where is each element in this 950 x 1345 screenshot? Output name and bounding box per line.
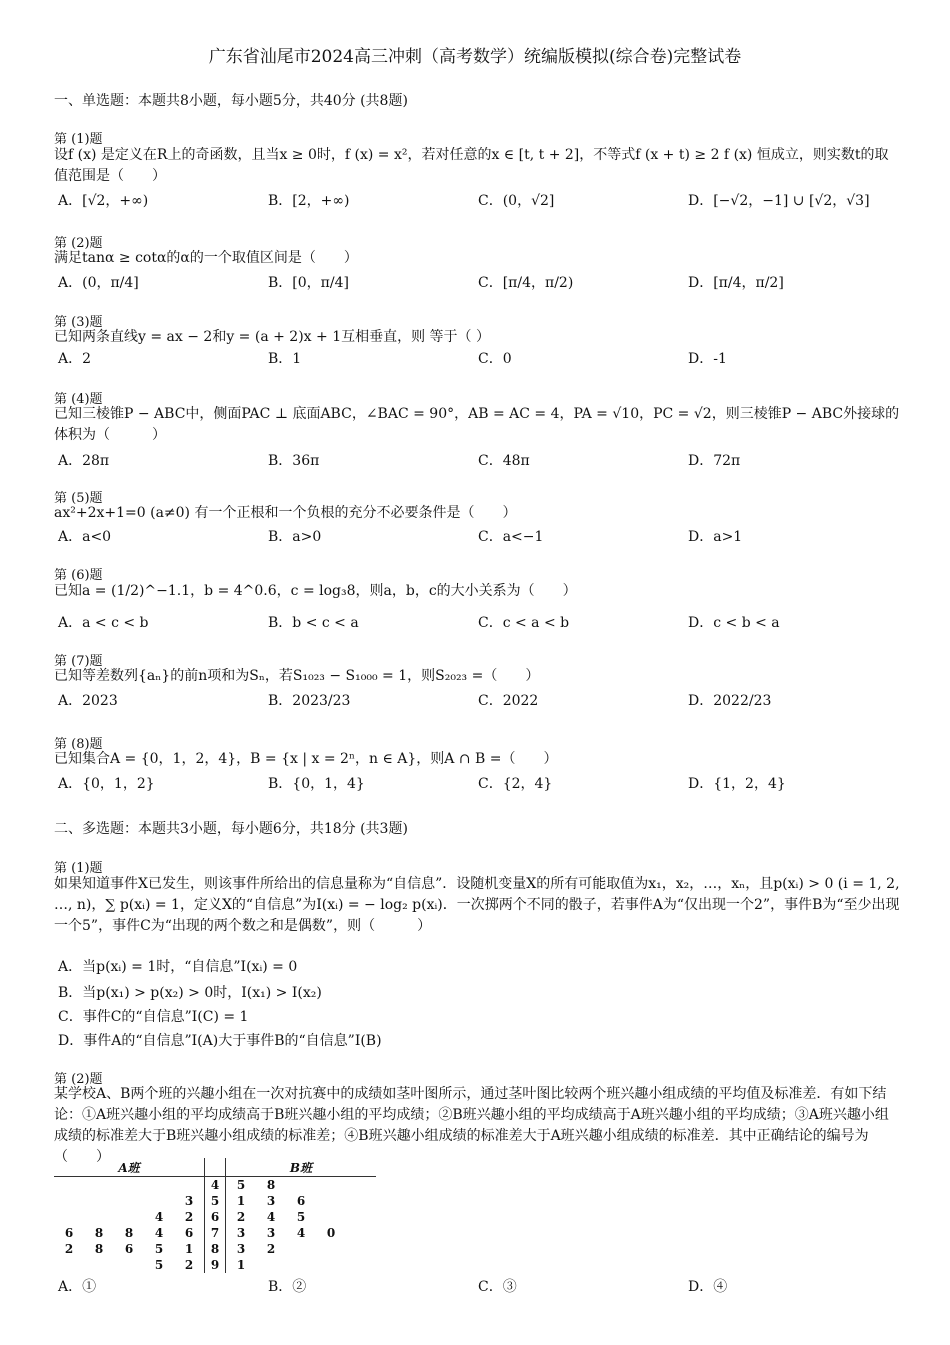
question-stem: 已知a = (1/2)^−1.1，b = 4^0.6，c = log₃8，则a，b，c的大小关系为（ ） [54, 583, 577, 599]
leaf-b: 8 [266, 1178, 276, 1192]
leaf-a [54, 1193, 84, 1209]
leaf-b: 6 [296, 1194, 306, 1208]
leaf-b: 1 [236, 1194, 246, 1208]
option-c[interactable]: C．{2，4} [478, 776, 553, 792]
option-a[interactable]: A．{0，1，2} [58, 776, 155, 792]
leaf-b [286, 1241, 316, 1257]
leaf-b [346, 1225, 376, 1241]
question-number: 第 (8)题 [54, 737, 103, 752]
leaf-a [54, 1177, 84, 1194]
leaf-b [346, 1209, 376, 1225]
stem-value: 5 [205, 1193, 226, 1209]
leaf-a: 6 [64, 1226, 74, 1240]
question-number: 第 (1)题 [54, 861, 103, 876]
leaf-a: 8 [94, 1242, 104, 1256]
stem-leaf-table [54, 1158, 376, 1273]
option-a[interactable]: A．当p(xᵢ) = 1时，“自信息”I(xᵢ) = 0 [58, 959, 298, 975]
leaf-b: 3 [236, 1242, 246, 1256]
option-d[interactable]: D．[−√2，−1] ∪ [√2，√3] [688, 193, 870, 209]
leaf-b [346, 1193, 376, 1209]
table-row [54, 1209, 376, 1225]
leaf-a [84, 1209, 114, 1225]
option-c[interactable]: C．c < a < b [478, 615, 570, 631]
table-row [54, 1241, 376, 1257]
leaf-a: 6 [184, 1226, 194, 1240]
section-heading-single-choice: 一、单选题：本题共8小题，每小题5分，共40分 (共8题) [54, 93, 408, 109]
option-a[interactable]: A．2023 [58, 693, 118, 709]
question-stem: 某学校A、B两个班的兴趣小组在一次对抗赛中的成绩如茎叶图所示，通过茎叶图比较两个班兴趣小组成绩的平均值及标准差．有如下结论：①A班兴趣小组的平均成绩高于B班兴趣小组的平均成绩；②B班兴趣小组的平均成绩高于A班兴趣小组的平均成绩；③A班兴趣小组成绩的标准差大于B班兴趣小组成绩的标准差；④B班兴趣小组成绩的标准差大于A班兴趣小组成绩的标准差．其中正确结论的编号为（ ） [54, 1086, 889, 1165]
option-d[interactable]: D．a>1 [688, 529, 743, 545]
leaf-a [144, 1193, 174, 1209]
option-a[interactable]: A．2 [58, 351, 92, 367]
option-a[interactable]: A．a < c < b [58, 615, 149, 631]
leaf-a [174, 1177, 205, 1194]
table-row [54, 1225, 376, 1241]
leaf-a [114, 1257, 144, 1273]
leaf-b [286, 1177, 316, 1194]
option-b[interactable]: B．2023/23 [268, 693, 351, 709]
leaf-b [316, 1193, 346, 1209]
question-stem: 已知三棱锥P − ABC中，侧面PAC ⊥ 底面ABC，∠BAC = 90°，AB = AC = 4，PA = √10，PC = √2，则三棱锥P − ABC外接球的体积为（ ） [54, 406, 900, 443]
leaf-b [316, 1177, 346, 1194]
question-stem: 设f (x) 是定义在R上的奇函数，且当x ≥ 0时，f (x) = x²，若对任意的x ∈ [t, t + 2]，不等式f (x + t) ≥ 2 f (x) 恒成立，则实数t的取值范围是（ ） [54, 147, 889, 184]
option-c[interactable]: C．48π [478, 453, 530, 469]
option-d[interactable]: D．事件A的“自信息”I(A)大于事件B的“自信息”I(B) [58, 1033, 382, 1049]
leaf-a: 2 [184, 1210, 194, 1224]
table-row [54, 1177, 376, 1194]
class-a-header: A班 [54, 1158, 205, 1177]
question-number: 第 (2)题 [54, 236, 103, 251]
option-d[interactable]: D．[π/4，π/2] [688, 275, 784, 291]
table-row [54, 1257, 376, 1273]
option-b[interactable]: B．1 [268, 351, 302, 367]
leaf-a [114, 1177, 144, 1194]
leaf-a: 6 [124, 1242, 134, 1256]
option-b[interactable]: B．当p(x₁) > p(x₂) > 0时，I(x₁) > I(x₂) [58, 985, 322, 1001]
question-stem: 已知集合A = {0，1，2，4}，B = {x | x = 2ⁿ，n ∈ A}，则A ∩ B =（ ） [54, 751, 558, 767]
leaf-b: 3 [266, 1226, 276, 1240]
question-number: 第 (6)题 [54, 568, 103, 583]
question-number: 第 (1)题 [54, 132, 103, 147]
leaf-a: 5 [154, 1242, 164, 1256]
leaf-b: 5 [236, 1178, 246, 1192]
stem-value: 6 [205, 1209, 226, 1225]
stem-value: 9 [205, 1257, 226, 1273]
leaf-b [316, 1257, 346, 1273]
leaf-b [316, 1241, 346, 1257]
leaf-a [84, 1193, 114, 1209]
leaf-b [316, 1209, 346, 1225]
leaf-b: 5 [296, 1210, 306, 1224]
leaf-a [54, 1209, 84, 1225]
option-c[interactable]: C．(0，√2] [478, 193, 555, 209]
leaf-a: 3 [184, 1194, 194, 1208]
leaf-b [256, 1257, 286, 1273]
leaf-a: 1 [184, 1242, 194, 1256]
option-d[interactable]: D．-1 [688, 351, 727, 367]
stem-header [205, 1158, 226, 1177]
option-c[interactable]: C．0 [478, 351, 512, 367]
leaf-b: 3 [236, 1226, 246, 1240]
option-a[interactable]: A．[√2，+∞) [58, 193, 149, 209]
option-a[interactable]: A．a<0 [58, 529, 112, 545]
leaf-a [84, 1177, 114, 1194]
question-number: 第 (7)题 [54, 654, 103, 669]
leaf-a: 8 [124, 1226, 134, 1240]
stem-value: 7 [205, 1225, 226, 1241]
leaf-b: 0 [326, 1226, 336, 1240]
leaf-b: 2 [266, 1242, 276, 1256]
option-d[interactable]: D．c < b < a [688, 615, 780, 631]
option-a[interactable]: A．28π [58, 453, 110, 469]
stem-leaf-header-row [54, 1158, 376, 1177]
section-heading-multi-choice: 二、多选题：本题共3小题，每小题6分，共18分 (共3题) [54, 821, 408, 837]
stem-value: 8 [205, 1241, 226, 1257]
question-number: 第 (5)题 [54, 491, 103, 506]
option-b[interactable]: B．[0，π/4] [268, 275, 349, 291]
leaf-a [114, 1193, 144, 1209]
leaf-b [346, 1241, 376, 1257]
leaf-a: 8 [94, 1226, 104, 1240]
leaf-a: 2 [184, 1258, 194, 1272]
leaf-b: 2 [236, 1210, 246, 1224]
question-stem: 已知两条直线y = ax − 2和y = (a + 2)x + 1互相垂直，则 等于（ ） [54, 329, 491, 345]
question-number: 第 (2)题 [54, 1072, 103, 1087]
question-number: 第 (3)题 [54, 315, 103, 330]
option-d[interactable]: D．72π [688, 453, 741, 469]
option-a[interactable]: A．(0，π/4] [58, 275, 139, 291]
option-c[interactable]: C．[π/4，π/2) [478, 275, 574, 291]
question-stem: 满足tanα ≥ cotα的α的一个取值区间是（ ） [54, 250, 358, 266]
option-c[interactable]: C．③ [478, 1279, 517, 1295]
class-b-header: B班 [226, 1158, 377, 1177]
option-b[interactable]: B．{0，1，4} [268, 776, 365, 792]
leaf-b: 1 [236, 1258, 246, 1272]
option-c[interactable]: C．a<−1 [478, 529, 544, 545]
leaf-a: 5 [154, 1258, 164, 1272]
option-a[interactable]: A．① [58, 1279, 97, 1295]
leaf-b: 3 [266, 1194, 276, 1208]
leaf-a [54, 1257, 84, 1273]
option-b[interactable]: B．② [268, 1279, 307, 1295]
option-b[interactable]: B．a>0 [268, 529, 322, 545]
page-title: 广东省汕尾市2024高三冲刺（高考数学）统编版模拟(综合卷)完整试卷 [208, 47, 742, 67]
option-d[interactable]: D．④ [688, 1279, 728, 1295]
question-number: 第 (4)题 [54, 392, 103, 407]
option-c[interactable]: C．2022 [478, 693, 539, 709]
leaf-b: 4 [296, 1226, 306, 1240]
option-b[interactable]: B．36π [268, 453, 320, 469]
option-d[interactable]: D．{1，2，4} [688, 776, 786, 792]
leaf-b [286, 1257, 316, 1273]
leaf-a: 2 [64, 1242, 74, 1256]
option-c[interactable]: C．事件C的“自信息”I(C) = 1 [58, 1009, 249, 1025]
question-stem: 已知等差数列{aₙ}的前n项和为Sₙ，若S₁₀₂₃ − S₁₀₀₀ = 1，则S₂₀₂₃ =（ ） [54, 668, 540, 684]
stem-value: 4 [205, 1177, 226, 1194]
table-row [54, 1193, 376, 1209]
leaf-b [346, 1257, 376, 1273]
option-b[interactable]: B．[2，+∞) [268, 193, 350, 209]
question-stem: 如果知道事件X已发生，则该事件所给出的信息量称为“自信息”．设随机变量X的所有可能取值为x₁，x₂，…，xₙ，且p(xᵢ) > 0 (i = 1, 2, …, n)，∑ p(xᵢ) = 1，定义X的“自信息”为I(xᵢ) = − log₂ p(xᵢ)．一次掷两个不同的骰子，若事件A为“仅出现一个2”，事件B为“至少出现一个5”，事件C为“出现的两个数之和是偶数”，则（ ） [54, 876, 900, 934]
leaf-b: 4 [266, 1210, 276, 1224]
leaf-a [114, 1209, 144, 1225]
leaf-a: 4 [154, 1226, 164, 1240]
leaf-b [346, 1177, 376, 1194]
leaf-a: 4 [154, 1210, 164, 1224]
question-stem: ax²+2x+1=0 (a≠0) 有一个正根和一个负根的充分不必要条件是（ ） [54, 505, 517, 521]
option-d[interactable]: D．2022/23 [688, 693, 772, 709]
option-b[interactable]: B．b < c < a [268, 615, 359, 631]
leaf-a [144, 1177, 174, 1194]
leaf-a [84, 1257, 114, 1273]
